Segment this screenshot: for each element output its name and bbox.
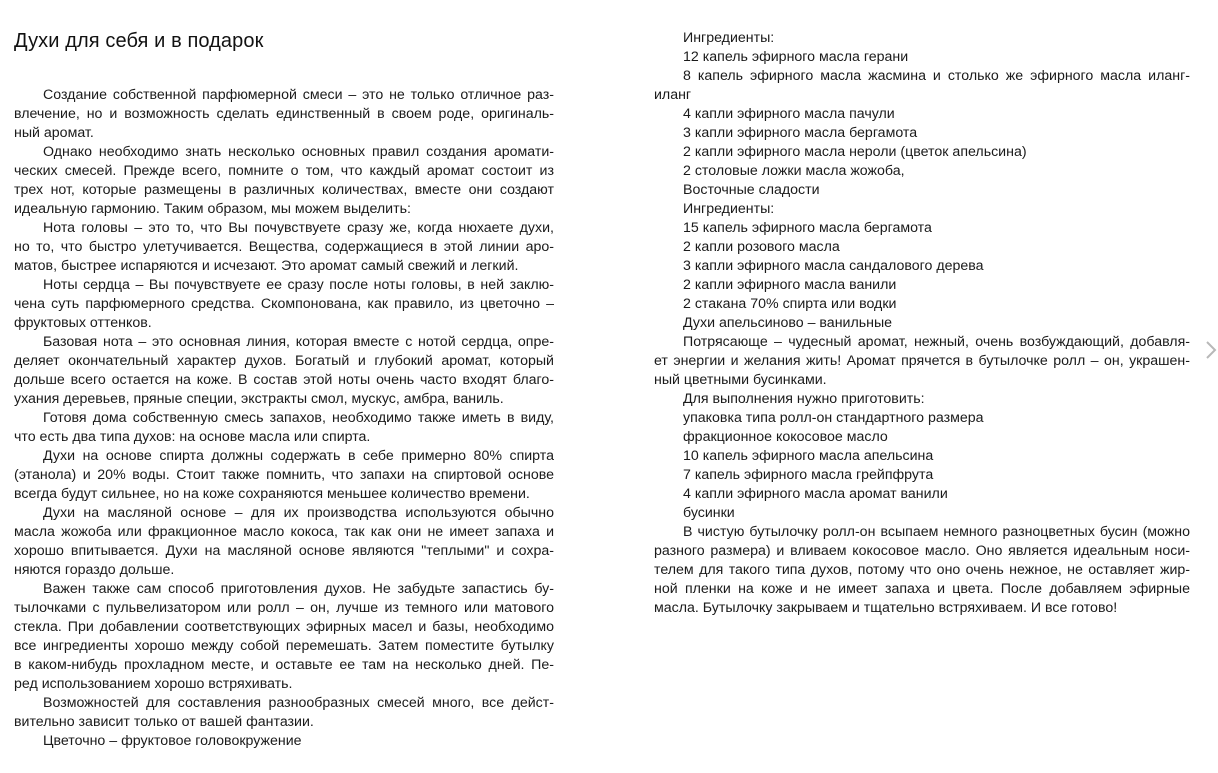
right-page-text <box>654 29 1190 618</box>
text-line: упаковка типа ролл-он стандартного размера <box>683 410 984 426</box>
text-line: 4 капли эфирного масла пачули <box>683 106 895 122</box>
text-line: Духи на основе спирта должны содержать в себе примерно 80% спирта <box>43 448 554 464</box>
text-line: Базовая нота – это основная линия, которая вместе с нотой сердца, опре- <box>43 334 554 350</box>
text-line: влечение, но и возможность сделать единственный в своем роде, оригиналь- <box>14 106 554 122</box>
text-line: ет энергии и желания жить! Аромат прячется в бутылочке ролл – он, украшен- <box>654 353 1190 369</box>
text-line: Нота головы – это то, что Вы почувствуете сразу же, когда нюхаете духи, <box>43 220 554 236</box>
text-line: Потрясающе – чудесный аромат, нежный, очень возбуждающий, добавля- <box>683 334 1190 350</box>
text-line: дольше всего остается на коже. В состав этой ноты очень часто входят благо- <box>14 372 554 388</box>
text-line: стекла. При добавлении соответствующих эфирных масел и базы, необходимо <box>14 619 554 635</box>
text-line: Для выполнения нужно приготовить: <box>683 391 925 407</box>
text-line: 12 капель эфирного масла герани <box>683 49 909 65</box>
text-line: Цветочно – фруктовое головокружение <box>43 733 302 749</box>
text-line: деляет окончательный характер духов. Богатый и глубокий аромат, который <box>14 353 554 369</box>
text-line: матов, быстрее испаряются и исчезают. Это аромат самый свежий и легкий. <box>14 258 519 274</box>
text-line: 3 капли эфирного масла сандалового дерева <box>683 258 984 274</box>
text-line: Однако необходимо знать несколько основных правил создания аромати- <box>43 144 554 160</box>
text-line: 7 капель эфирного масла грейпфрута <box>683 467 934 483</box>
text-line: иланг <box>654 87 692 103</box>
text-line: ной пленки на коже и не имеет запаха и цвета. После добавляем эфирные <box>654 581 1190 597</box>
text-line: бусинки <box>683 505 735 521</box>
text-line: Создание собственной парфюмерной смеси – это не только отличное раз- <box>43 87 554 103</box>
text-line: Духи апельсиново – ванильные <box>683 315 893 331</box>
text-line: но то, что быстро улетучивается. Вещества, содержащиеся в этой линии аро- <box>14 239 554 255</box>
text-line: няются гораздо дольше. <box>14 562 175 578</box>
text-line: 2 стакана 70% спирта или водки <box>683 296 897 312</box>
text-line: 2 столовые ложки масла жожоба, <box>683 163 905 179</box>
text-line: Ингредиенты: <box>683 30 775 46</box>
text-line: ред использованием хорошо встряхивать. <box>14 676 293 692</box>
text-line: что есть два типа духов: на основе масла или спирта. <box>14 429 371 445</box>
text-line: ный цветными бусинками. <box>654 372 827 388</box>
text-line: в каком-нибудь прохладном месте, и оставьте ее там на несколько дней. Пе- <box>14 657 554 673</box>
text-line: масла. Бутылочку закрываем и тщательно встряхиваем. И все готово! <box>654 600 1118 616</box>
text-line: 15 капель эфирного масла бергамота <box>683 220 932 236</box>
text-line: (этанола) и 20% воды. Стоит также помнить, что запахи на спиртовой основе <box>14 467 554 483</box>
text-line: Готовя дома собственную смесь запахов, необходимо также иметь в виду, <box>43 410 554 426</box>
page-title: Духи для себя и в подарок <box>14 30 264 52</box>
text-line: идеальную гармонию. Таким образом, мы можем выделить: <box>14 201 411 217</box>
chevron-right-icon <box>1204 338 1218 362</box>
text-line: вительно зависит только от вашей фантазии. <box>14 714 314 730</box>
text-line: Возможностей для составления разнообразных смесей много, все дейст- <box>43 695 554 711</box>
text-line: фруктовых оттенков. <box>14 315 152 331</box>
text-line: все ингредиенты хорошо между собой перемешать. Затем поместите бутылку <box>14 638 554 654</box>
text-line: Духи на масляной основе – для их производства используются обычно <box>43 505 554 521</box>
next-page-button[interactable] <box>1204 338 1218 362</box>
text-line: ный аромат. <box>14 125 94 141</box>
text-line: тылочками с пульвелизатором или ролл – он, лучше из темного или матового <box>14 600 554 616</box>
text-line: Восточные сладости <box>683 182 820 198</box>
text-line: ческих смесей. Прежде всего, помните о том, что каждый аромат состоит из <box>14 163 554 179</box>
text-line: ухания деревьев, пряные специи, экстракты смол, мускус, амбра, ваниль. <box>14 391 504 407</box>
text-line: Ингредиенты: <box>683 201 775 217</box>
text-line: Ноты сердца – Вы почувствуете ее сразу после ноты головы, в ней заклю- <box>43 277 554 293</box>
left-page-text <box>14 86 554 751</box>
text-line: масла жожоба или фракционное масло кокоса, так как они не имеет запаха и <box>14 524 554 540</box>
text-line: трех нот, которые размещены в различных количествах, вместе они создают <box>14 182 554 198</box>
text-line: разного размера) и вливаем кокосовое масло. Оно является идеальным носи- <box>654 543 1190 559</box>
text-line: 4 капли эфирного масла аромат ванили <box>683 486 948 502</box>
text-line: хорошо впитывается. Духи на масляной основе являются "теплыми" и сохра- <box>14 543 554 559</box>
text-line: телем для такого типа духов, потому что оно очень нежное, не оставляет жир- <box>654 562 1190 578</box>
text-line: фракционное кокосовое масло <box>683 429 888 445</box>
text-line: чена суть парфюмерного средства. Скомпонована, как правило, из цветочно – <box>14 296 554 312</box>
text-line: 3 капли эфирного масла бергамота <box>683 125 918 141</box>
text-line: 2 капли эфирного масла нероли (цветок апельсина) <box>683 144 1027 160</box>
text-line: 2 капли розового масла <box>683 239 840 255</box>
text-line: 10 капель эфирного масла апельсина <box>683 448 934 464</box>
text-line: 8 капель эфирного масла жасмина и столько же эфирного масла иланг- <box>683 68 1190 84</box>
text-line: всегда будут сильнее, но на коже сохраняются меньшее количество времени. <box>14 486 530 502</box>
text-line: В чистую бутылочку ролл-он всыпаем немного разноцветных бусин (можно <box>683 524 1190 540</box>
right-page <box>654 0 1190 773</box>
text-line: 2 капли эфирного масла ванили <box>683 277 897 293</box>
text-line: Важен также сам способ приготовления духов. Не забудьте запастись бу- <box>43 581 554 597</box>
left-page <box>0 0 568 773</box>
